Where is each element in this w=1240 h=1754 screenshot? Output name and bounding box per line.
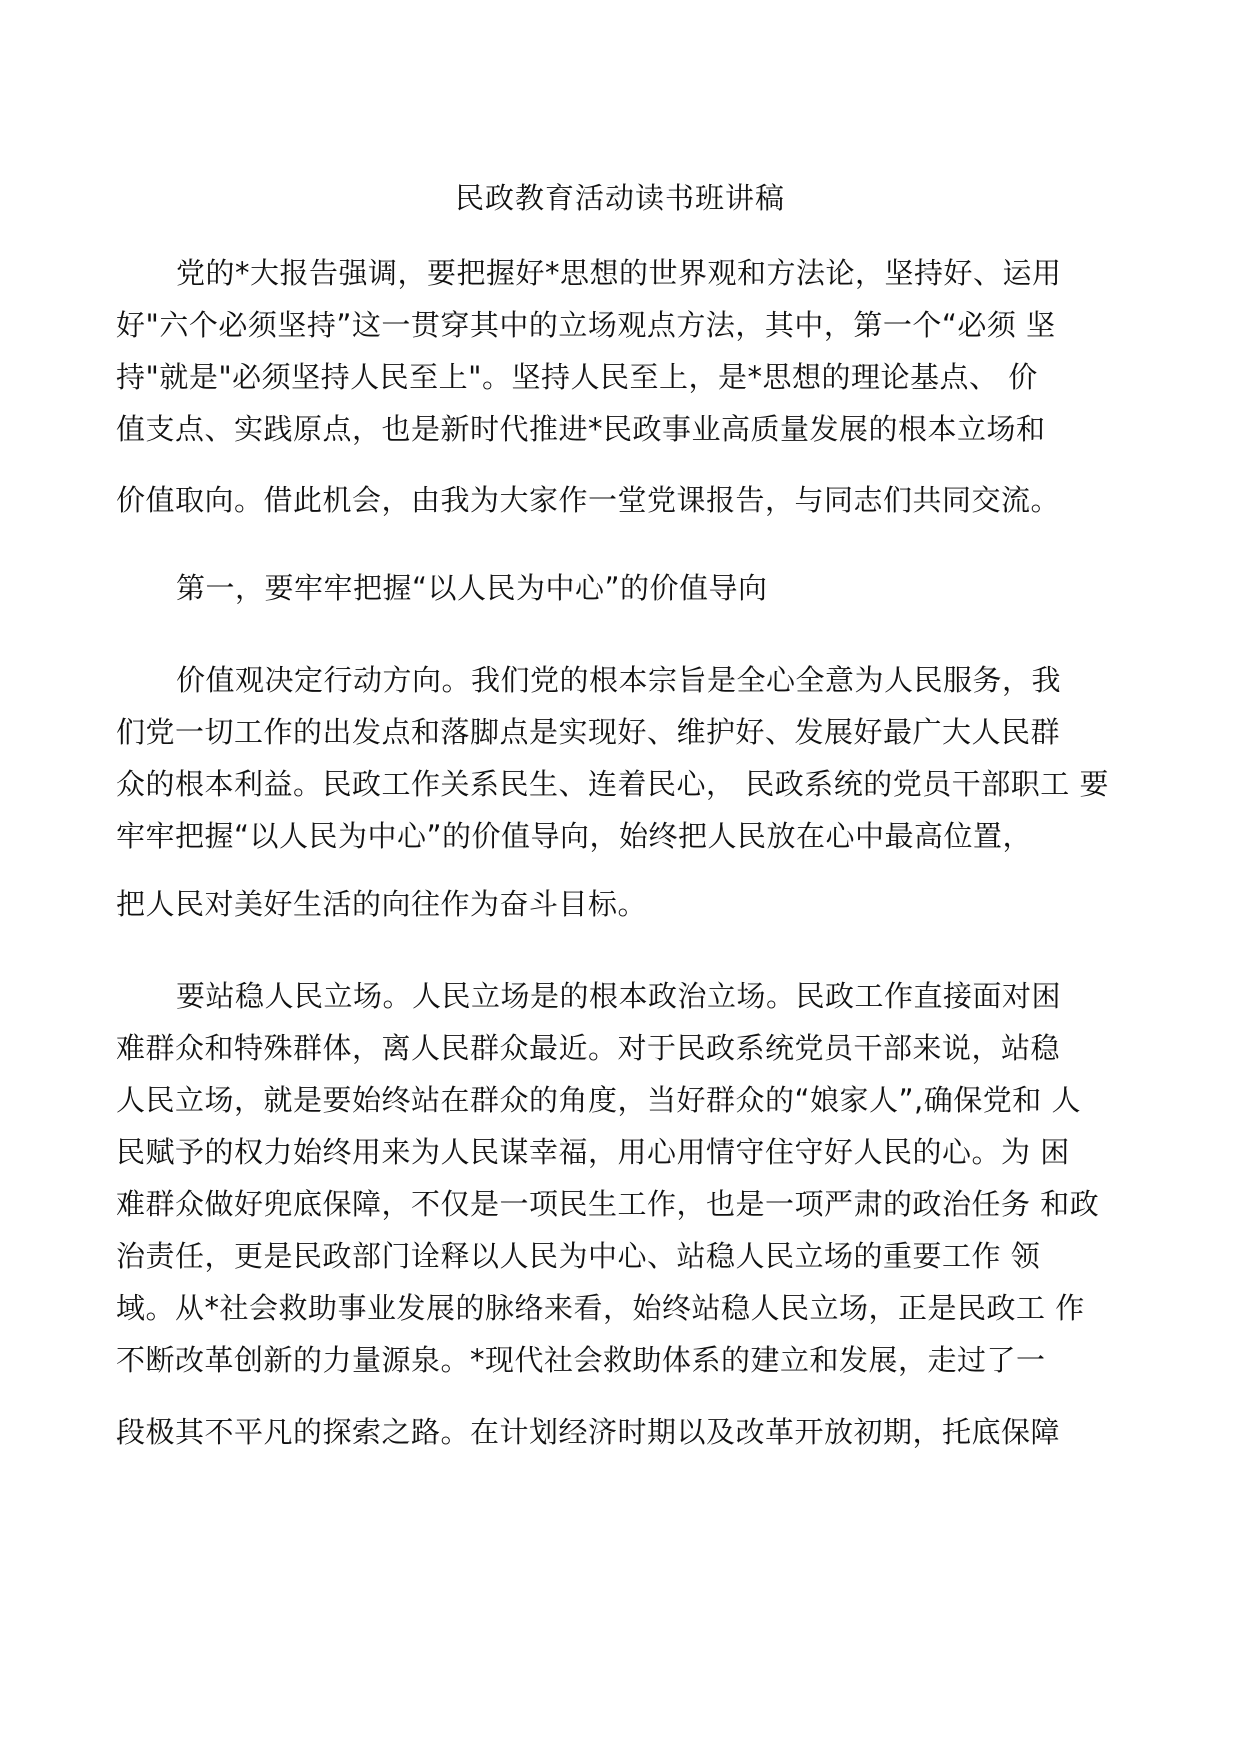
paragraph-3-line-8: 不断改革创新的力量源泉。*现代社会救助体系的建立和发展，走过了一 (116, 1343, 1046, 1377)
paragraph-3-line-9: 段极其不平凡的探索之路。在计划经济时期以及改革开放初期，托底保障 (116, 1415, 1061, 1449)
paragraph-1-line-2: 好"六个必须坚持”这一贯穿其中的立场观点方法，其中，第一个“必须 坚 (116, 308, 1056, 342)
paragraph-2-line-3: 众的根本利益。民政工作关系民生、连着民心， 民政系统的党员干部职工 要 (116, 767, 1109, 801)
paragraph-3-line-3: 人民立场，就是要始终站在群众的角度，当好群众的“娘家人”,确保党和 人 (116, 1083, 1081, 1117)
paragraph-2-line-5: 把人民对美好生活的向往作为奋斗目标。 (116, 887, 648, 921)
paragraph-1-line-1: 党的*大报告强调，要把握好*思想的世界观和方法论，坚持好、运用 (176, 256, 1062, 290)
document-title: 民政教育活动读书班讲稿 (454, 181, 785, 215)
paragraph-3-line-2: 难群众和特殊群体，离人民群众最近。对于民政系统党员干部来说，站稳 (116, 1031, 1061, 1065)
paragraph-1-line-4: 值支点、实践原点，也是新时代推进*民政事业高质量发展的根本立场和 (116, 412, 1046, 446)
paragraph-3-line-6: 治责任，更是民政部门诠释以人民为中心、站稳人民立场的重要工作 领 (116, 1239, 1041, 1273)
paragraph-3-line-1: 要站稳人民立场。人民立场是的根本政治立场。民政工作直接面对困 (176, 979, 1062, 1013)
paragraph-2-line-1: 价值观决定行动方向。我们党的根本宗旨是全心全意为人民服务，我 (176, 663, 1062, 697)
section-heading-1: 第一，要牢牢把握“以人民为中心”的价值导向 (176, 571, 768, 605)
paragraph-3-line-7: 域。从*社会救助事业发展的脉络来看，始终站稳人民立场，正是民政工 作 (116, 1291, 1085, 1325)
paragraph-1-line-3: 持"就是"必须坚持人民至上"。坚持人民至上，是*思想的理论基点、 价 (116, 360, 1038, 394)
paragraph-1-line-5: 价值取向。借此机会，由我为大家作一堂党课报告，与同志们共同交流。 (116, 483, 1061, 517)
paragraph-3-line-5: 难群众做好兜底保障，不仅是一项民生工作，也是一项严肃的政治任务 和政 (116, 1187, 1100, 1221)
paragraph-3-line-4: 民赋予的权力始终用来为人民谋幸福，用心用情守住守好人民的心。为 困 (116, 1135, 1070, 1169)
paragraph-2-line-2: 们党一切工作的出发点和落脚点是实现好、维护好、发展好最广大人民群 (116, 715, 1061, 749)
paragraph-2-line-4: 牢牢把握“以人民为中心”的价值导向，始终把人民放在心中最高位置， (116, 819, 1033, 853)
